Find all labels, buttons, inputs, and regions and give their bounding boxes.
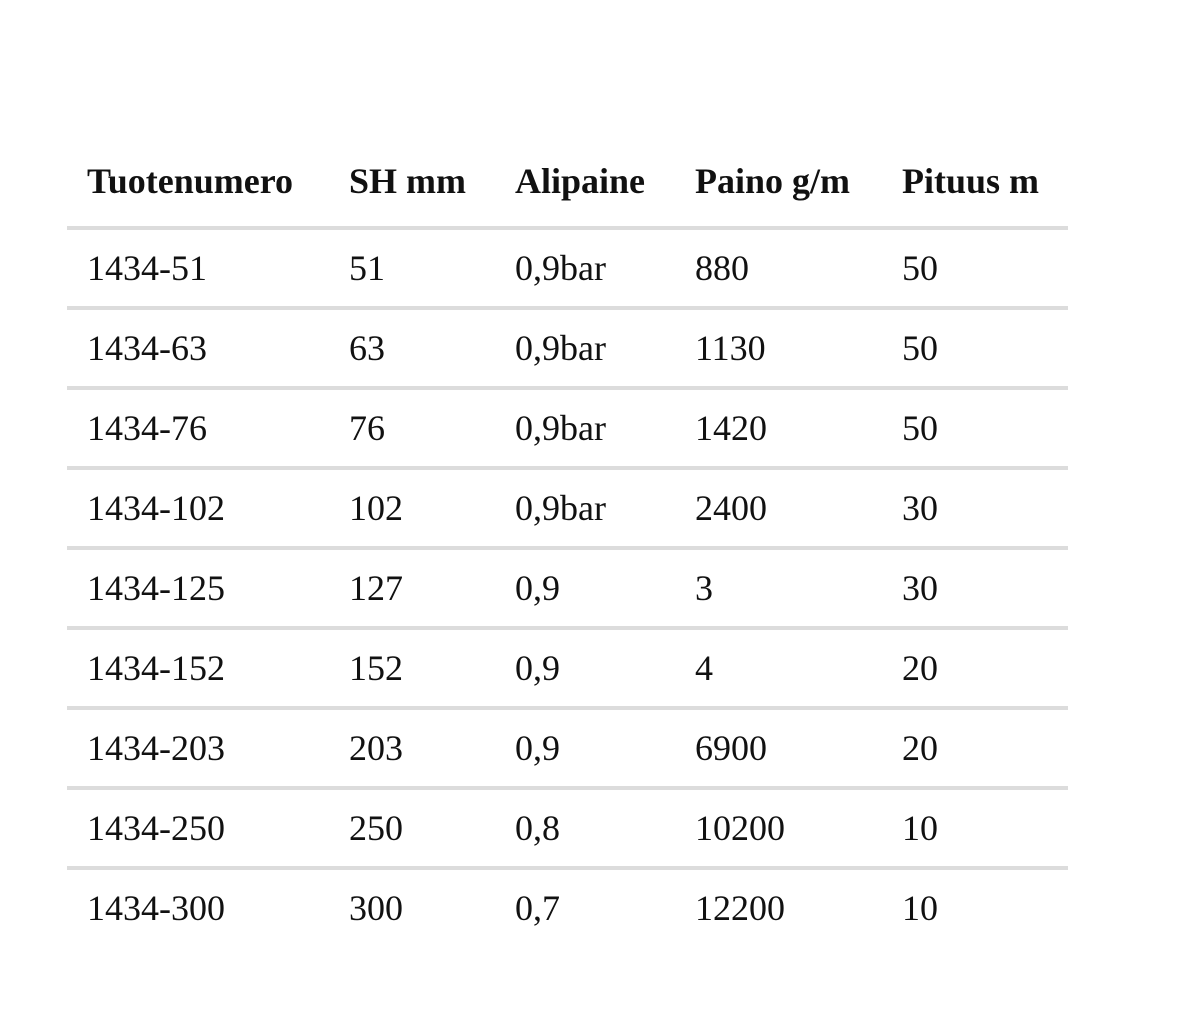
cell-weight: 12200 <box>695 888 785 928</box>
cell-length: 50 <box>882 228 1068 308</box>
cell-product-number: 1434-300 <box>87 888 225 928</box>
table-row <box>67 308 1068 388</box>
table-row <box>67 868 1068 946</box>
table-row <box>67 228 1068 308</box>
cell-weight: 3 <box>675 548 882 628</box>
cell-vacuum: 0,7 <box>515 888 560 928</box>
cell-weight: 4 <box>675 628 882 708</box>
cell-inner-diameter: 102 <box>329 468 495 548</box>
table-row <box>67 548 1068 628</box>
cell-vacuum: 0,9bar <box>495 468 675 548</box>
cell-length: 30 <box>882 548 1068 628</box>
cell-length: 50 <box>882 388 1068 468</box>
cell-product-number: 1434-76 <box>67 388 329 468</box>
cell-product-number: 1434-51 <box>67 228 329 308</box>
cell-vacuum: 0,9bar <box>495 308 675 388</box>
cell-product-number: 1434-125 <box>67 548 329 628</box>
cell-weight: 6900 <box>675 708 882 788</box>
cell-length: 50 <box>882 308 1068 388</box>
table-row <box>67 388 1068 468</box>
column-header-length: Pituus m <box>882 136 1068 228</box>
cell-vacuum: 0,9 <box>495 708 675 788</box>
table-row <box>67 468 1068 548</box>
cell-weight: 10200 <box>675 788 882 868</box>
cell-vacuum: 0,9bar <box>495 388 675 468</box>
cell-product-number: 1434-203 <box>67 708 329 788</box>
column-header-weight: Paino g/m <box>675 136 882 228</box>
table-row <box>67 628 1068 708</box>
cell-inner-diameter: 300 <box>349 888 403 928</box>
cell-vacuum: 0,8 <box>495 788 675 868</box>
product-spec-table <box>67 136 1068 946</box>
table-row <box>67 788 1068 868</box>
cell-product-number: 1434-102 <box>67 468 329 548</box>
cell-vacuum: 0,9 <box>495 548 675 628</box>
column-header-vacuum: Alipaine <box>495 136 675 228</box>
cell-length: 20 <box>882 628 1068 708</box>
column-header-inner-diameter: SH mm <box>329 136 495 228</box>
cell-vacuum: 0,9bar <box>495 228 675 308</box>
cell-vacuum: 0,9 <box>495 628 675 708</box>
cell-product-number: 1434-250 <box>67 788 329 868</box>
cell-length: 10 <box>902 888 938 928</box>
table-row <box>67 708 1068 788</box>
table-header <box>67 136 1068 228</box>
cell-length: 30 <box>882 468 1068 548</box>
cell-product-number: 1434-63 <box>67 308 329 388</box>
cell-weight: 2400 <box>675 468 882 548</box>
cell-inner-diameter: 63 <box>329 308 495 388</box>
cell-inner-diameter: 51 <box>329 228 495 308</box>
cell-product-number: 1434-152 <box>67 628 329 708</box>
cell-inner-diameter: 152 <box>329 628 495 708</box>
cell-weight: 880 <box>675 228 882 308</box>
cell-weight: 1130 <box>675 308 882 388</box>
column-header-product-number: Tuotenumero <box>67 136 329 228</box>
cell-inner-diameter: 76 <box>329 388 495 468</box>
cell-inner-diameter: 250 <box>329 788 495 868</box>
cell-inner-diameter: 203 <box>329 708 495 788</box>
cell-inner-diameter: 127 <box>329 548 495 628</box>
table-body <box>67 228 1068 946</box>
header-row <box>67 136 1068 228</box>
cell-weight: 1420 <box>675 388 882 468</box>
cell-length: 20 <box>882 708 1068 788</box>
cell-length: 10 <box>882 788 1068 868</box>
